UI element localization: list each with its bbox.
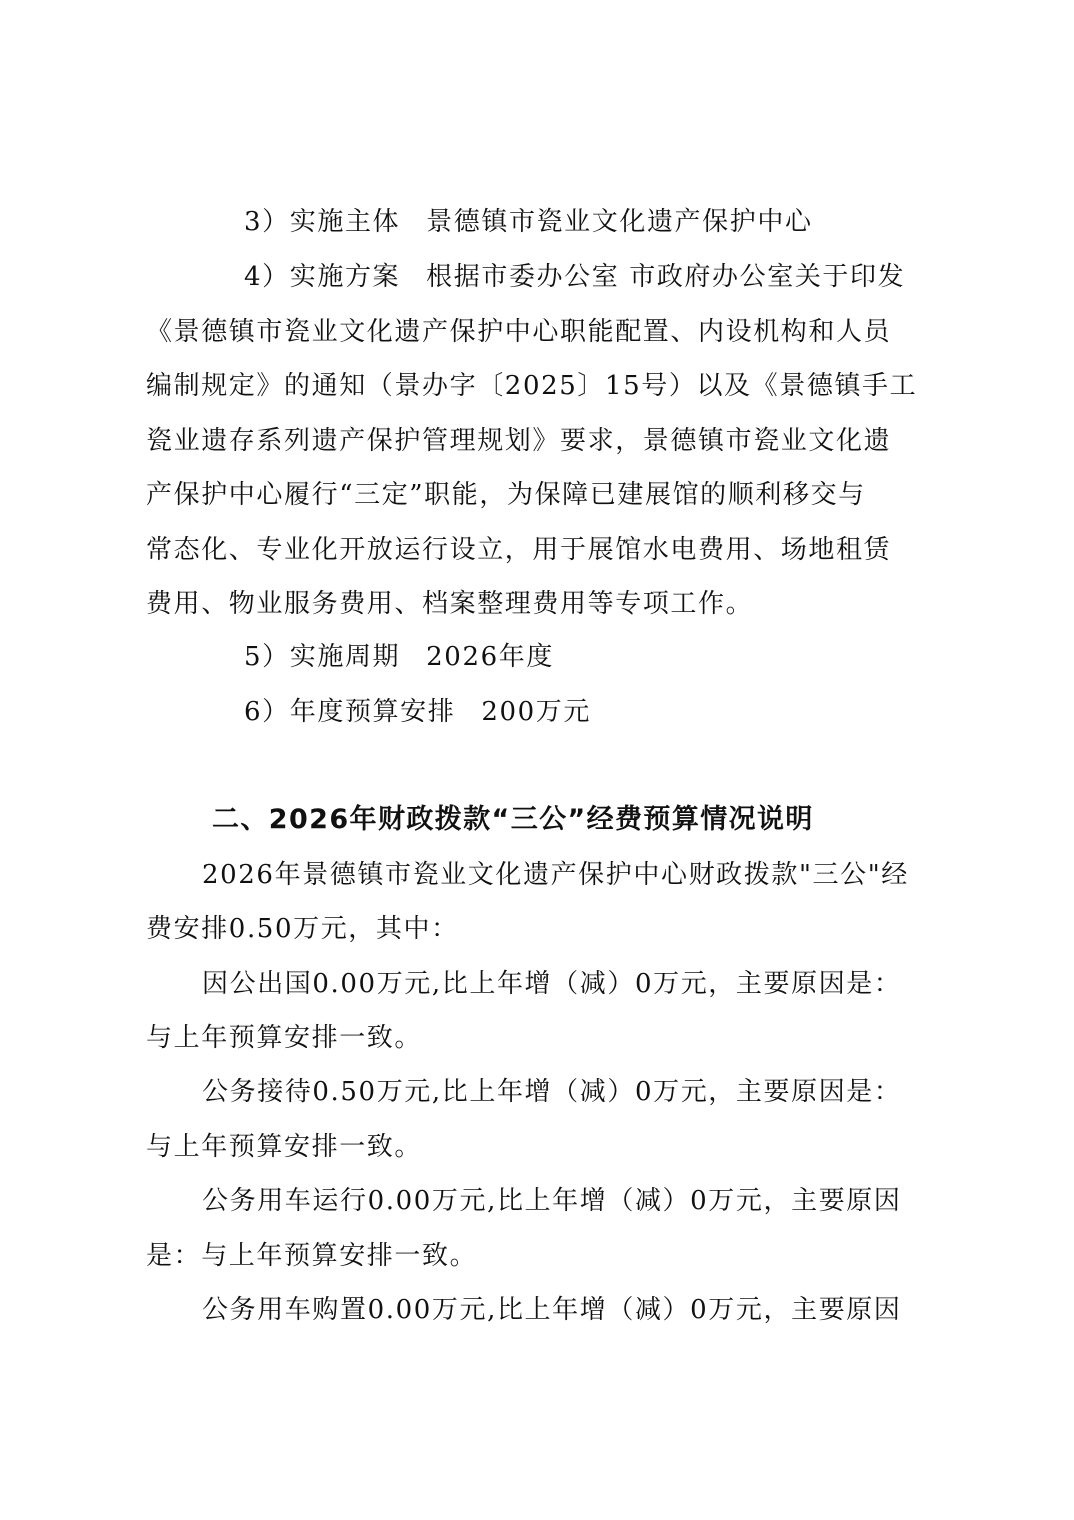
item3-line	[244, 202, 936, 242]
item4-line-6: 常态化、专业化开放运行设立，用于展馆水电费用、场地租赁	[146, 535, 892, 565]
paragraph-1-line-2: 与上年预算安排一致。	[146, 1023, 423, 1053]
paragraph-2-line-1: 公务接待0.50万元,比上年增（减）0万元，主要原因是：	[202, 1077, 902, 1107]
paragraph-3-line-2: 是：与上年预算安排一致。	[146, 1241, 478, 1271]
item4-line-7: 费用、物业服务费用、档案整理费用等专项工作。	[146, 589, 754, 619]
paragraph-3-line-1: 公务用车运行0.00万元,比上年增（减）0万元，主要原因	[202, 1186, 902, 1216]
item6-label: 6）年度预算安排	[244, 697, 456, 727]
item4-line-3: 编制规定》的通知（景办字〔2025〕15号）以及《景德镇手工	[146, 371, 918, 401]
item5-value: 2026年度	[426, 642, 554, 672]
intro-line-2: 费安排0.50万元，其中：	[146, 914, 459, 944]
section-two-heading: 二、2026年财政拨款“三公”经费预算情况说明	[212, 804, 814, 835]
item4-label: 4）实施方案	[244, 262, 401, 292]
item4-text-1: 根据市委办公室 市政府办公室关于印发	[426, 262, 906, 292]
item5-line	[244, 637, 936, 677]
item6-value: 200万元	[481, 697, 591, 727]
item5-label: 5）实施周期	[244, 642, 401, 672]
item4-line-4: 瓷业遗存系列遗产保护管理规划》要求，景德镇市瓷业文化遗	[146, 426, 892, 456]
item3-label: 3）实施主体	[244, 207, 401, 237]
intro-line-1: 2026年景德镇市瓷业文化遗产保护中心财政拨款"三公"经	[202, 860, 909, 890]
item3-value: 景德镇市瓷业文化遗产保护中心	[426, 207, 813, 237]
item6-line	[244, 692, 936, 732]
paragraph-1-line-1: 因公出国0.00万元,比上年增（减）0万元，主要原因是：	[202, 969, 902, 999]
item4-line-1	[244, 257, 936, 297]
paragraph-4-line-1: 公务用车购置0.00万元,比上年增（减）0万元，主要原因	[202, 1295, 902, 1325]
item4-line-2: 《景德镇市瓷业文化遗产保护中心职能配置、内设机构和人员	[146, 317, 892, 347]
item4-line-5: 产保护中心履行“三定”职能，为保障已建展馆的顺利移交与	[146, 480, 866, 510]
paragraph-2-line-2: 与上年预算安排一致。	[146, 1132, 423, 1162]
